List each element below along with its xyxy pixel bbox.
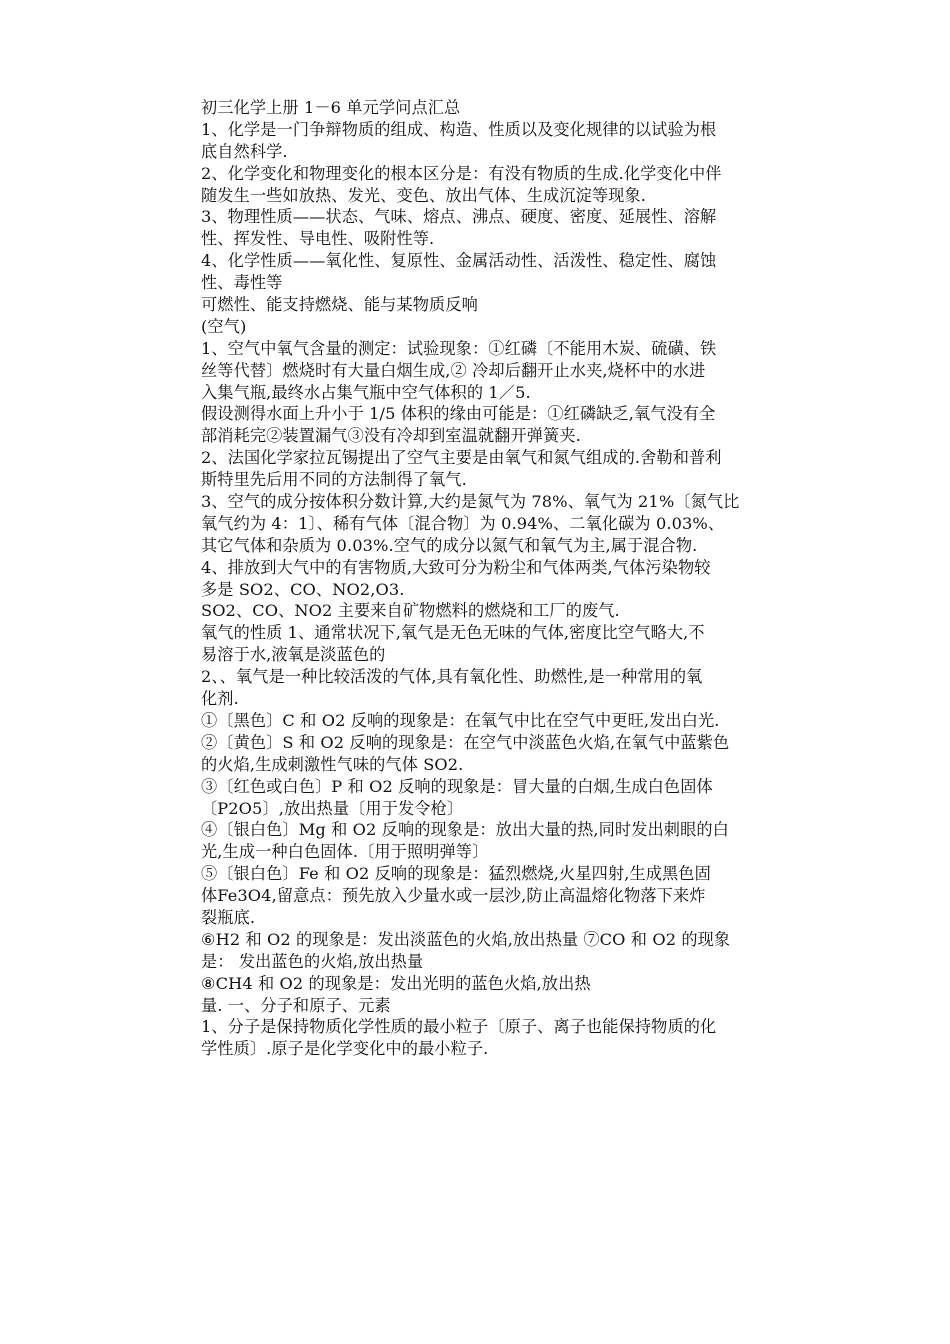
- text-line: 性、挥发性、导电性、吸附性等.: [201, 229, 435, 249]
- text-line: 可燃性、能支持燃烧、能与某物质反响: [201, 295, 478, 315]
- text-line: 化剂.: [201, 689, 239, 709]
- text-line: 1、空气中氧气含量的测定：试验现象：①红磷〔不能用木炭、硫磺、铁: [201, 338, 717, 358]
- text-line: 丝等代替〕燃烧时有大量白烟生成,② 冷却后翻开止水夹,烧杯中的水进: [201, 360, 706, 380]
- text-line: 性、毒性等: [201, 273, 283, 293]
- text-line: 4、排放到大气中的有害物质,大致可分为粉尘和气体两类,气体污染物较: [201, 557, 711, 577]
- text-line: 底自然科学.: [201, 141, 288, 161]
- text-line: ②〔黄色〕S 和 O2 反响的现象是：在空气中淡蓝色火焰,在氧气中蓝紫色: [201, 732, 730, 752]
- text-line: ③〔红色或白色〕P 和 O2 反响的现象是：冒大量的白烟,生成白色固体: [201, 776, 713, 796]
- text-line: 氧气的性质 1、通常状况下,氧气是无色无味的气体,密度比空气略大,不: [201, 623, 705, 643]
- text-line: 1、分子是保持物质化学性质的最小粒子〔原子、离子也能保持物质的化: [201, 1017, 717, 1037]
- text-line: 2、法国化学家拉瓦锡提出了空气主要是由氧气和氮气组成的.舍勒和普利: [201, 448, 722, 468]
- text-line: 3、物理性质——状态、气味、熔点、沸点、硬度、密度、延展性、溶解: [201, 207, 717, 227]
- text-line: 随发生一些如放热、发光、变色、放出气体、生成沉淀等现象.: [201, 185, 647, 205]
- text-line: SO2、CO、NO2 主要来自矿物燃料的燃烧和工厂的废气.: [201, 601, 620, 621]
- text-line: 3、空气的成分按体积分数计算,大约是氮气为 78%、氧气为 21%〔氮气比: [201, 492, 740, 512]
- text-line: ⑤〔银白色〕Fe 和 O2 反响的现象是：猛烈燃烧,火星四射,生成黑色固: [201, 864, 711, 884]
- text-line: ①〔黑色〕C 和 O2 反响的现象是：在氧气中比在空气中更旺,发出白光.: [201, 710, 720, 730]
- text-line: 假设测得水面上升小于 1/5 体积的缘由可能是：①红磷缺乏,氧气没有全: [201, 404, 716, 424]
- text-line: 其它气体和杂质为 0.03%.空气的成分以氮气和氧气为主,属于混合物.: [201, 535, 698, 555]
- text-line: 学性质〕.原子是化学变化中的最小粒子.: [201, 1039, 489, 1059]
- text-line: 的火焰,生成刺激性气味的气体 SO2.: [201, 754, 464, 774]
- text-line: 是： 发出蓝色的火焰,放出热量: [201, 951, 424, 971]
- text-line: 1、化学是一门争辩物质的组成、构造、性质以及变化规律的以试验为根: [201, 119, 717, 139]
- document-page: [201, 97, 811, 1060]
- text-line: 光,生成一种白色固体.〔用于照明弹等〕: [201, 842, 489, 862]
- text-line: 裂瓶底.: [201, 907, 256, 927]
- text-line: 多是 SO2、CO、NO2,O3.: [201, 579, 405, 599]
- text-line: ④〔银白色〕Mg 和 O2 反响的现象是：放出大量的热,同时发出刺眼的白: [201, 820, 729, 840]
- text-line: 2、化学变化和物理变化的根本区分是：有没有物质的生成.化学变化中伴: [201, 163, 722, 183]
- text-line: 氧气约为 4：1〕、稀有气体〔混合物〕为 0.94%、二氧化碳为 0.03%、: [201, 513, 725, 533]
- text-line: 2、、氧气是一种比较活泼的气体,具有氧化性、助燃性,是一种常用的氧: [201, 667, 703, 687]
- text-line: 4、化学性质——氧化性、复原性、金属活动性、活泼性、稳定性、腐蚀: [201, 251, 717, 271]
- text-line: 部消耗完②装置漏气③没有冷却到室温就翻开弹簧夹.: [201, 426, 581, 446]
- section-heading-air: (空气): [201, 316, 247, 336]
- text-line: 入集气瓶,最终水占集气瓶中空气体积的 1／5.: [201, 382, 531, 402]
- text-line: 体Fe3O4,留意点：预先放入少量水或一层沙,防止高温熔化物落下来炸: [201, 886, 706, 906]
- document-title: 初三化学上册 1－6 单元学问点汇总: [201, 98, 461, 117]
- text-line: 〔P2O5〕,放出热量〔用于发令枪〕: [201, 798, 464, 818]
- text-line: 易溶于水,液氧是淡蓝色的: [201, 645, 386, 665]
- text-line: 斯特里先后用不同的方法制得了氧气.: [201, 470, 467, 490]
- text-line: ⑧CH4 和 O2 的现象是：发出光明的蓝色火焰,放出热: [201, 973, 591, 993]
- text-line: 量. 一、分子和原子、元素: [201, 995, 391, 1015]
- text-line: ⑥H2 和 O2 的现象是：发出淡蓝色的火焰,放出热量 ⑦CO 和 O2 的现象: [201, 929, 731, 949]
